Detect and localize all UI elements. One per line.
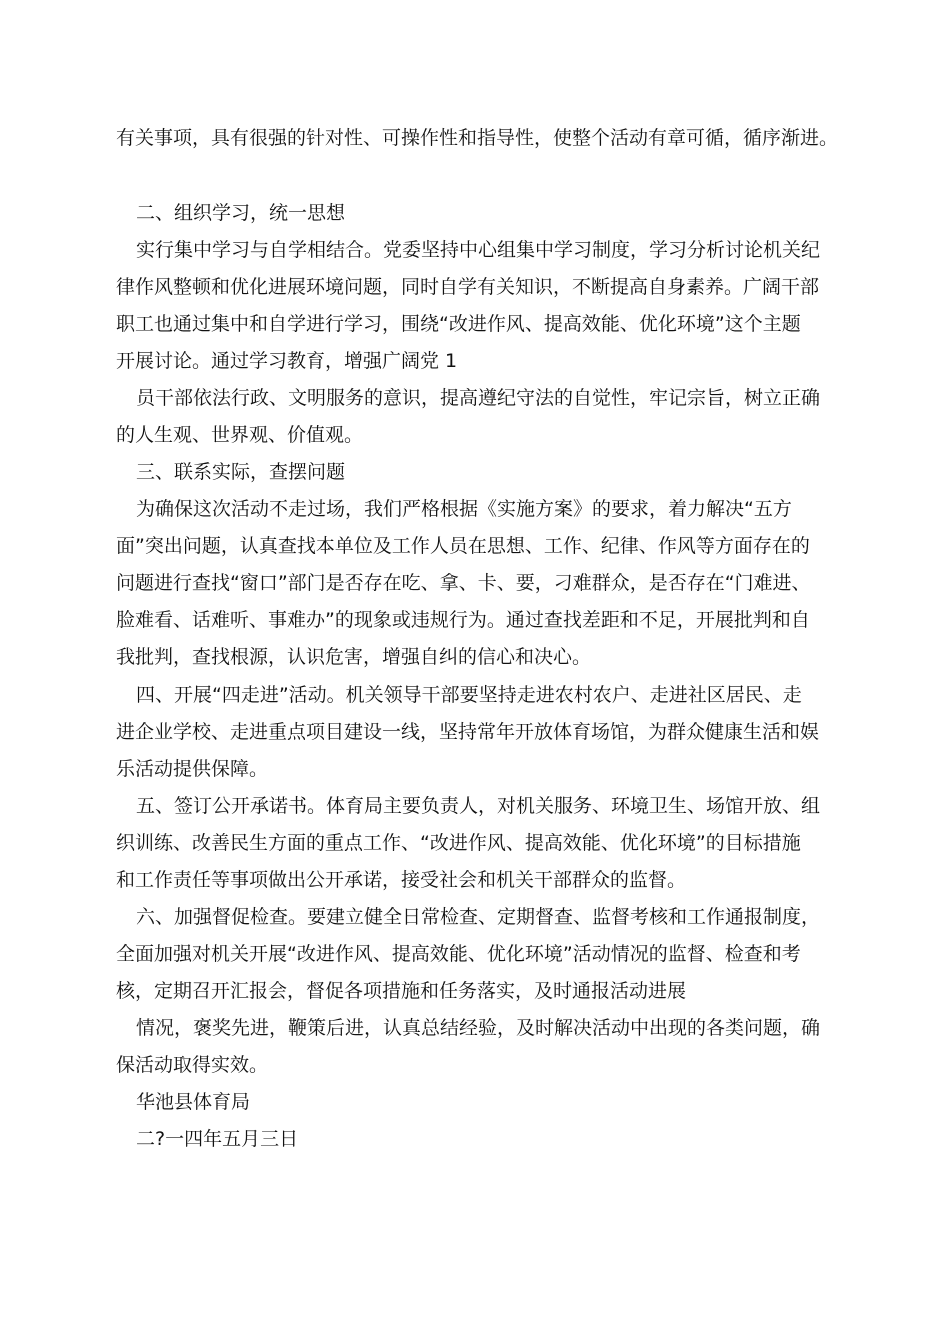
paragraph-line: 乐活动提供保障。: [116, 758, 269, 780]
paragraph-line: 有关事项，具有很强的针对性、可操作性和指导性，使整个活动有章可循，循序渐进。: [116, 127, 839, 149]
paragraph-line: 四、开展“四走进”活动。机关领导干部要坚持走进农村农户、走进社区居民、走: [136, 684, 802, 706]
paragraph-line: 织训练、改善民生方面的重点工作、“改进作风、提高效能、优化环境”的目标措施: [116, 832, 801, 854]
paragraph-line: 进企业学校、走进重点项目建设一线，坚持常年开放体育场馆，为群众健康生活和娱: [116, 721, 820, 743]
paragraph-line: 员干部依法行政、文明服务的意识，提高遵纪守法的自觉性，牢记宗旨，树立正确: [136, 387, 821, 409]
paragraph-line: 核，定期召开汇报会，督促各项措施和任务落实，及时通报活动进展: [116, 980, 687, 1002]
paragraph-line: 全面加强对机关开展“改进作风、提高效能、优化环境”活动情况的监督、检查和考: [116, 943, 801, 965]
paragraph-line: 保活动取得实效。: [116, 1054, 269, 1076]
paragraph-line: 职工也通过集中和自学进行学习，围绕“改进作风、提高效能、优化环境”这个主题: [116, 313, 801, 335]
paragraph-line: 为确保这次活动不走过场，我们严格根据《实施方案》的要求，着力解决“五方: [136, 498, 792, 520]
paragraph-line: 律作风整顿和优化进展环境问题，同时自学有关知识，不断提高自身素养。广阔干部: [116, 276, 820, 298]
paragraph-line: 开展讨论。通过学习教育，增强广阔党 1: [116, 350, 458, 372]
paragraph-line: 情况，褒奖先进，鞭策后进，认真总结经验，及时解决活动中出现的各类问题，确: [136, 1017, 821, 1039]
section-heading: 二、组织学习，统一思想: [136, 202, 346, 224]
signature-date: 二?一四年五月三日: [136, 1128, 299, 1150]
paragraph-line: 面”突出问题，认真查找本单位及工作人员在思想、工作、纪律、作风等方面存在的: [116, 535, 810, 557]
section-heading: 三、联系实际，查摆问题: [136, 461, 346, 483]
paragraph-line: 和工作责任等事项做出公开承诺，接受社会和机关干部群众的监督。: [116, 869, 687, 891]
paragraph-line: 我批判，查找根源，认识危害，增强自纠的信心和决心。: [116, 646, 592, 668]
signature-organization: 华池县体育局: [136, 1091, 251, 1113]
paragraph-line: 六、加强督促检查。要建立健全日常检查、定期督查、监督考核和工作通报制度，: [136, 906, 821, 928]
paragraph-line: 问题进行查找“窗口”部门是否存在吃、拿、卡、要，刁难群众，是否存在“门难进、: [116, 572, 811, 594]
paragraph-line: 实行集中学习与自学相结合。党委坚持中心组集中学习制度，学习分析讨论机关纪: [136, 239, 821, 261]
paragraph-line: 五、签订公开承诺书。体育局主要负责人，对机关服务、环境卫生、场馆开放、组: [136, 795, 821, 817]
paragraph-line: 的人生观、世界观、价值观。: [116, 424, 364, 446]
paragraph-line: 脸难看、话难听、事难办”的现象或违规行为。通过查找差距和不足，开展批判和自: [116, 609, 810, 631]
